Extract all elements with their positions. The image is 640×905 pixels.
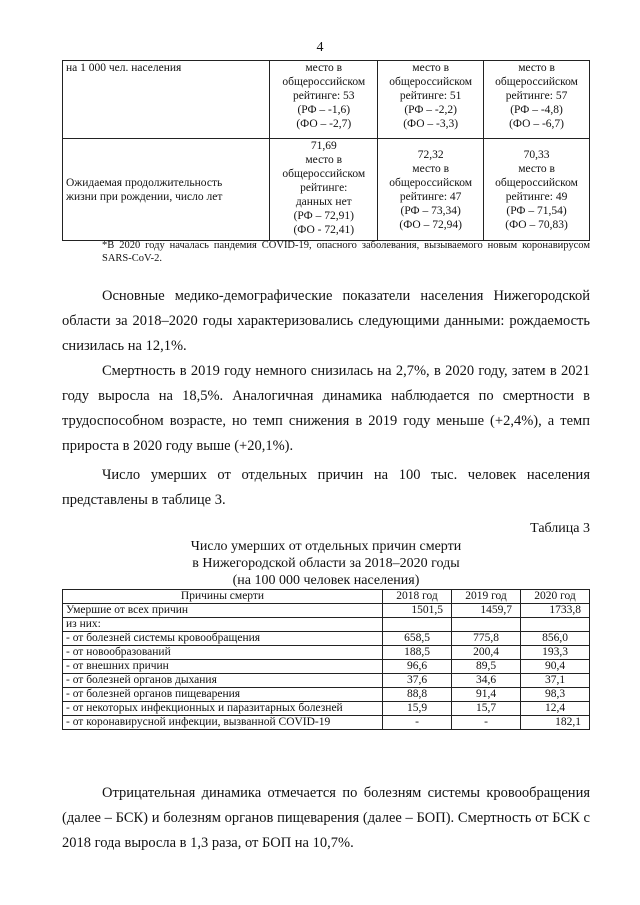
cause-cell: - от внешних причин bbox=[63, 660, 383, 674]
table-row bbox=[63, 632, 590, 646]
cause-cell: - от коронавирусной инфекции, вызванной COVID-19 bbox=[63, 716, 383, 730]
value-cell: 98,3 bbox=[521, 688, 590, 702]
value-cell: - bbox=[452, 716, 521, 730]
value-cell: 188,5 bbox=[383, 646, 452, 660]
value-cell: 15,9 bbox=[383, 702, 452, 716]
cause-cell: - от болезней органов дыхания bbox=[63, 674, 383, 688]
value-cell: 37,1 bbox=[521, 674, 590, 688]
paragraph-demography: Основные медико-демографические показатели населения Нижегородской области за 2018–2020 годы характеризовались следующими данными: рождаемость снизилась на 12,1%. bbox=[62, 288, 590, 354]
cell-2020: место в общероссийском рейтинге: 57 (РФ – -4,8) (ФО – -6,7) bbox=[484, 61, 590, 139]
value-cell: 1501,5 bbox=[383, 604, 452, 618]
value-cell: 89,5 bbox=[452, 660, 521, 674]
cell-2020: 70,33 место в общероссийском рейтинге: 49 (РФ – 71,54) (ФО – 70,83) bbox=[484, 139, 590, 241]
cell-2019: место в общероссийском рейтинге: 51 (РФ – -2,2) (ФО – -3,3) bbox=[378, 61, 484, 139]
value-cell: 658,5 bbox=[383, 632, 452, 646]
column-header: 2020 год bbox=[521, 590, 590, 604]
table-row bbox=[63, 61, 590, 139]
value-cell: 182,1 bbox=[521, 716, 590, 730]
table-row bbox=[63, 646, 590, 660]
cause-cell: из них: bbox=[63, 618, 383, 632]
footnote: *В 2020 году началась пандемия COVID-19, опасного заболевания, вызываемого новым коронавирусом SARS-CoV-2. bbox=[102, 240, 590, 264]
table-row bbox=[63, 688, 590, 702]
page-number: 4 bbox=[316, 40, 324, 55]
value-cell: 775,8 bbox=[452, 632, 521, 646]
row-label: Ожидаемая продолжительность жизни при рождении, число лет bbox=[63, 139, 270, 241]
paragraph-conclusion: Отрицательная динамика отмечается по болезням системы кровообращения (далее – БСК) и болезням органов пищеварения (далее – БОП). Смертность от БСК с 2018 года выросла в 1,3 раза, от БОП на 10,7%. bbox=[62, 785, 590, 851]
cell-2018: место в общероссийском рейтинге: 53 (РФ – -1,6) (ФО – -2,7) bbox=[270, 61, 378, 139]
cause-cell: - от некоторых инфекционных и паразитарных болезней bbox=[63, 702, 383, 716]
value-cell bbox=[521, 618, 590, 632]
table-row bbox=[63, 618, 590, 632]
cause-cell: Умершие от всех причин bbox=[63, 604, 383, 618]
cause-cell: - от новообразований bbox=[63, 646, 383, 660]
value-cell: 1733,8 bbox=[521, 604, 590, 618]
value-cell: 856,0 bbox=[521, 632, 590, 646]
table-row bbox=[63, 702, 590, 716]
table-title: Число умерших от отдельных причин смерти в Нижегородской области за 2018–2020 годы (на 100 000 человек населения) bbox=[190, 539, 462, 588]
value-cell: 200,4 bbox=[452, 646, 521, 660]
value-cell: 193,3 bbox=[521, 646, 590, 660]
value-cell: 96,6 bbox=[383, 660, 452, 674]
table-row bbox=[63, 604, 590, 618]
cause-cell: - от болезней системы кровообращения bbox=[63, 632, 383, 646]
row-label: на 1 000 чел. населения bbox=[63, 61, 270, 139]
mortality-table bbox=[62, 589, 590, 730]
value-cell: 91,4 bbox=[452, 688, 521, 702]
table-header-row bbox=[63, 590, 590, 604]
value-cell bbox=[452, 618, 521, 632]
value-cell: - bbox=[383, 716, 452, 730]
value-cell: 12,4 bbox=[521, 702, 590, 716]
paragraph-table-intro: Число умерших от отдельных причин на 100 тыс. человек населения представлены в таблице 3. bbox=[62, 467, 590, 508]
table-row bbox=[63, 139, 590, 241]
column-header: 2018 год bbox=[383, 590, 452, 604]
indicators-table bbox=[62, 60, 590, 241]
table-row bbox=[63, 674, 590, 688]
column-header: Причины смерти bbox=[63, 590, 383, 604]
cause-cell: - от болезней органов пищеварения bbox=[63, 688, 383, 702]
value-cell: 37,6 bbox=[383, 674, 452, 688]
value-cell: 90,4 bbox=[521, 660, 590, 674]
value-cell: 34,6 bbox=[452, 674, 521, 688]
table-row bbox=[63, 716, 590, 730]
value-cell: 15,7 bbox=[452, 702, 521, 716]
value-cell: 88,8 bbox=[383, 688, 452, 702]
table-label: Таблица 3 bbox=[530, 521, 590, 536]
cell-2018: 71,69 место в общероссийском рейтинге: данных нет (РФ – 72,91) (ФО - 72,41) bbox=[270, 139, 378, 241]
paragraph-mortality: Смертность в 2019 году немного снизилась на 2,7%, в 2020 году, затем в 2021 году выросла на 18,5%. Аналогичная динамика наблюдается по смертности в трудоспособном возрасте, но темп снижения в 2019 году меньше (+2,4%), а темп прироста в 2020 году выше (+20,1%). bbox=[62, 363, 590, 454]
value-cell bbox=[383, 618, 452, 632]
value-cell: 1459,7 bbox=[452, 604, 521, 618]
table-row bbox=[63, 660, 590, 674]
cell-2019: 72,32 место в общероссийском рейтинге: 47 (РФ – 73,34) (ФО – 72,94) bbox=[378, 139, 484, 241]
column-header: 2019 год bbox=[452, 590, 521, 604]
